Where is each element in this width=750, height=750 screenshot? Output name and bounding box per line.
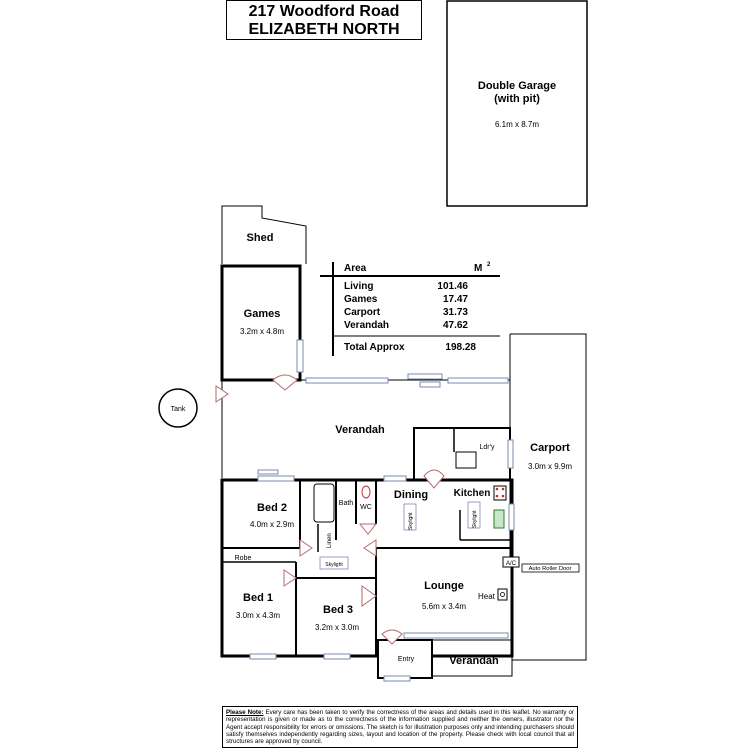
wc-label: WC [360,504,372,511]
bathtub [314,484,334,522]
address-line: 217 Woodford Road [248,3,400,20]
shed-label: Shed [246,232,274,244]
stove-burner [496,488,499,491]
bed1-dims: 3.0m x 4.3m [235,611,281,620]
entry-window [384,676,410,681]
garage-label: Double Garage [477,80,557,92]
games-label: Games [243,308,281,320]
bed1-door [284,570,296,586]
area-row-name: Living [344,281,374,292]
area-row-value: 31.73 [442,307,468,318]
verandah-label: Verandah [335,424,385,436]
dining-skylight-label: Skylight [408,512,414,530]
area-row-value: 17.47 [442,294,468,305]
area-row-name: Carport [344,307,381,318]
stove-burner [502,488,505,491]
garage-dims: 6.1m x 8.7m [494,120,540,129]
disclaimer-label: Please Note: [226,709,264,716]
stove [494,486,506,500]
laundry-trough [456,452,476,468]
area-header-left: Area [344,263,367,274]
stove-burner [496,495,499,498]
laundry-label: Ldr'y [479,444,495,451]
entry-label: Entry [397,656,415,663]
area-row-name: Games [344,294,378,305]
bed2-window [258,476,294,481]
area-row-value: 101.46 [437,281,468,292]
laundry-window [508,440,513,468]
lounge-dims: 5.6m x 3.4m [421,602,467,611]
dining-door [424,470,444,488]
lounge-label: Lounge [424,580,464,592]
bed3-dims: 3.2m x 3.0m [314,623,360,632]
dining-label: Dining [393,489,429,501]
wc-door [360,524,376,534]
linen-label: Linen [327,533,333,548]
verandah-window [420,382,440,387]
area-total-value: 198.28 [445,342,476,353]
area-header-sup: 2 [487,262,491,268]
area-header-right: M [474,263,483,274]
games-door [273,375,297,390]
bed1-label: Bed 1 [243,592,273,604]
lounge-window [404,633,508,638]
bed3-door [362,586,376,606]
games-dims: 3.2m x 4.8m [239,327,285,336]
roller-door-label: Auto Roller Door [528,566,572,572]
games-outline [222,266,300,380]
carport-outline [510,334,586,660]
heat-label: Heat [478,592,495,601]
heater [498,589,507,600]
hall-door [364,540,376,556]
bed3-window [324,654,350,659]
area-row-value: 47.62 [442,320,468,331]
area-total-name: Total Approx [344,342,405,353]
bath-label: Bath [338,500,354,507]
hall-door [300,540,312,556]
front-verandah-label: Verandah [449,655,499,667]
disclaimer [222,706,578,748]
dining-window [384,476,406,481]
bed2-dims: 4.0m x 2.9m [249,520,295,529]
verandah-window [448,378,508,383]
carport-dims: 3.0m x 9.9m [527,462,573,471]
toilet [362,486,370,498]
disclaimer-text: Every care has been taken to verify the correctness of the areas and details used in this leaflet. No warranty or representation is given or made as to the correctness of the information supplied and neither the owners, illustrator nor the Agent accept responsibility for errors or omissions. The sketch is for illustration purposes only and intending purchasers should satisfy themselves independently regarding sizes, layout and location of the property. Please check with local council that all structures are approved by council. [226,709,574,746]
hall-skylight-label: Skylight [325,562,343,568]
bed2-window [258,470,278,474]
area-row-name: Verandah [344,320,390,331]
bed1-window [250,654,276,659]
carport-label: Carport [530,442,570,454]
kitchen-window [509,504,514,530]
kitchen-sink [494,510,504,528]
garage-sub: (with pit) [494,93,540,105]
robe-label: Robe [234,555,252,562]
bed2-label: Bed 2 [257,502,287,514]
verandah-window [408,374,442,379]
stove-burner [502,495,505,498]
games-window [297,340,303,372]
kitchen-label: Kitchen [453,488,491,499]
bed3-label: Bed 3 [323,604,353,616]
kitchen-skylight-label: Skylight [472,510,478,528]
verandah-window [306,378,388,383]
tank-label: Tank [170,406,186,413]
suburb-line: ELIZABETH NORTH [248,21,400,38]
ac-label: A/C [505,561,517,567]
